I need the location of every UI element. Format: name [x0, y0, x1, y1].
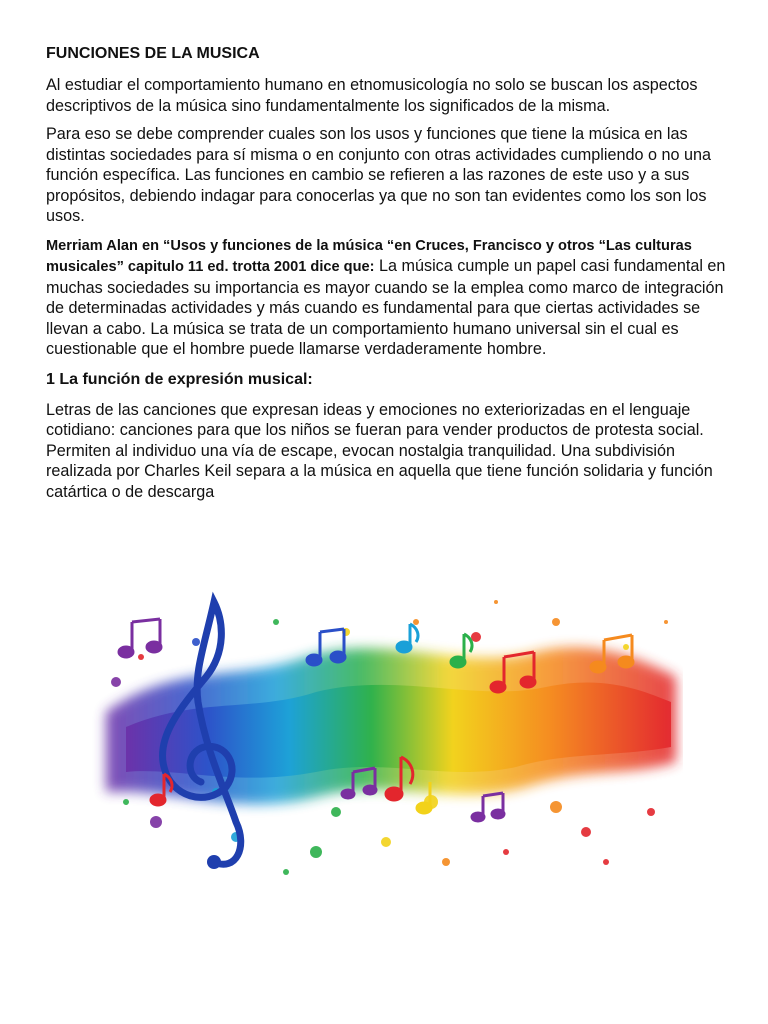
section-heading-expression: 1 La función de expresión musical: [46, 370, 313, 388]
document-title: FUNCIONES DE LA MUSICA [46, 45, 260, 62]
colorful-music-notes-icon [86, 562, 683, 908]
paragraph-expression: Letras de las canciones que expresan ideas y emociones no exteriorizadas en el lenguaje cotidiano: canciones para que los niños se fueran para vender productos de protesta social. Permiten al individuo una vía de escape, evocan nostalgia tranquilidad. Una subdivisión realizada por Charles Keil separa a la música en aquella que tiene función solidaria y función catártica o de descarga [46, 400, 713, 501]
music-notes-illustration [86, 562, 683, 908]
citation-source: Merriam Alan en “Usos y funciones de la música “en Cruces, Francisco y otros “Las culturas musicales” capitulo 11 ed. trotta 2001 dice que: [46, 237, 692, 275]
paragraph-intro: Al estudiar el comportamiento humano en etnomusicología no solo se buscan los aspectos descriptivos de la música sino fundamentalmente los significados de la misma. [46, 76, 698, 115]
document-page [46, 42, 730, 510]
paragraph-citation [46, 235, 730, 360]
paragraph-uses-functions: Para eso se debe comprender cuales son los usos y funciones que tiene la música en las distintas sociedades para sí misma o en conjunto con otras actividades cumpliendo o no una función específica. Las funciones en cambio se refieren a las razones de este uso y a sus propósitos, debiendo indagar para conocerlas ya que no son tan evidentes como los son los usos. [46, 125, 711, 225]
citation-text: La música cumple un papel casi fundamental en muchas sociedades su importancia es mayor cuando se la emplea como marco de integración de determinadas actividades y más cuando es fundamental para que ciertas actividades se llevan a cabo. La música se trata de un comportamiento humano universal sin el cual es cuestionable que el hombre puede llamarse verdaderamente hombre. [46, 257, 726, 358]
